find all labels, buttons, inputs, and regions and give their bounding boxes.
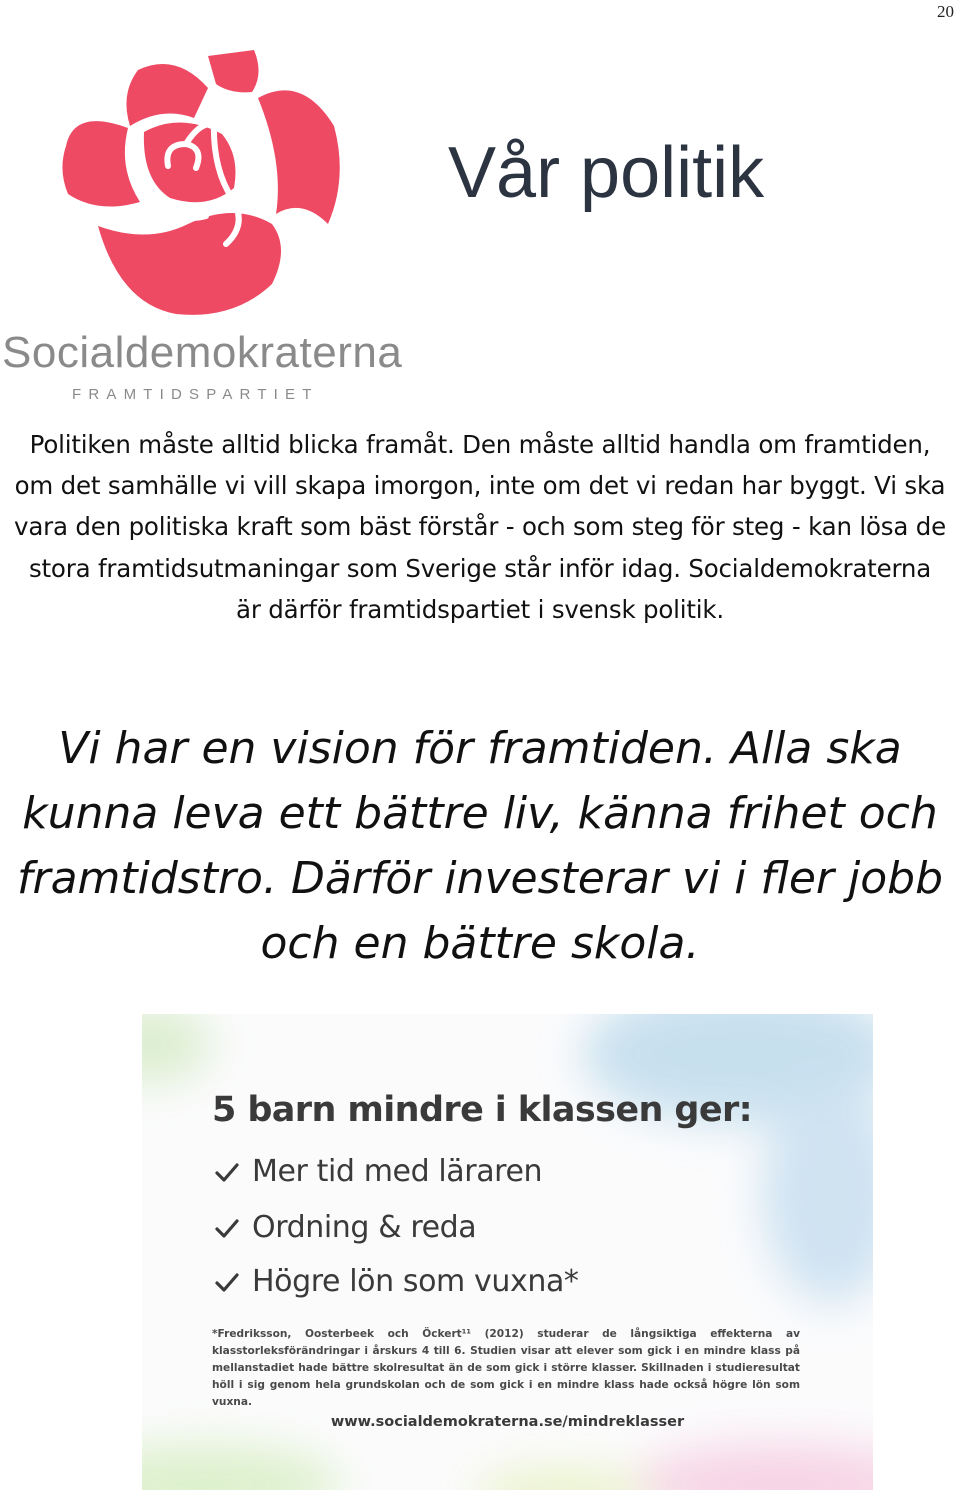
logo-wordmark: Socialdemokraterna bbox=[2, 328, 403, 377]
benefit-item bbox=[214, 1154, 542, 1189]
poster-footnote: *Fredriksson, Oosterbeek och Öckert¹¹ (2012) studerar de långsiktiga effekterna av klasstorleksförändringar i årskurs 4 till 6. Studien visar att elever som gick i en mindre klass på mellanstadiet hade bättre skolresultat än de som gick i större klasser. Skillnaden i studieresultat höll i sig genom hela grundskolan och de som gick i en mindre klass hade också högre lön som vuxna. bbox=[212, 1328, 800, 1408]
benefit-item bbox=[214, 1264, 579, 1299]
checkmark-icon bbox=[214, 1217, 240, 1239]
school-poster bbox=[142, 1014, 873, 1490]
poster-heading: 5 barn mindre i klassen ger: bbox=[212, 1090, 753, 1130]
logo-tagline: FRAMTIDSPARTIET bbox=[72, 386, 319, 403]
checkmark-icon bbox=[214, 1271, 240, 1293]
page-title: Vår politik bbox=[448, 133, 765, 213]
benefit-item bbox=[214, 1210, 476, 1245]
intro-paragraph: Politiken måste alltid blicka framåt. Den måste alltid handla om framtiden, om det samhälle vi vill skapa imorgon, inte om det vi redan har byggt. Vi ska vara den politiska kraft som bäst förstår - och som steg för steg - kan lösa de stora framtidsutmaningar som Sverige står inför idag. Socialdemokraterna är därför framtidspartiet i svensk politik. bbox=[14, 430, 946, 624]
page-number: 20 bbox=[937, 2, 954, 21]
benefit-label: Mer tid med läraren bbox=[252, 1154, 543, 1189]
poster-url: www.socialdemokraterna.se/mindreklasser bbox=[330, 1414, 685, 1430]
benefit-label: Högre lön som vuxna* bbox=[252, 1264, 579, 1299]
benefit-label: Ordning & reda bbox=[252, 1210, 477, 1245]
vision-statement: Vi har en vision för framtiden. Alla ska kunna leva ett bättre liv, känna frihet och framtidstro. Därför investerar vi i fler jobb och en bättre skola. bbox=[16, 723, 944, 969]
checkmark-icon bbox=[214, 1161, 240, 1183]
rose-logo-icon bbox=[58, 48, 343, 323]
